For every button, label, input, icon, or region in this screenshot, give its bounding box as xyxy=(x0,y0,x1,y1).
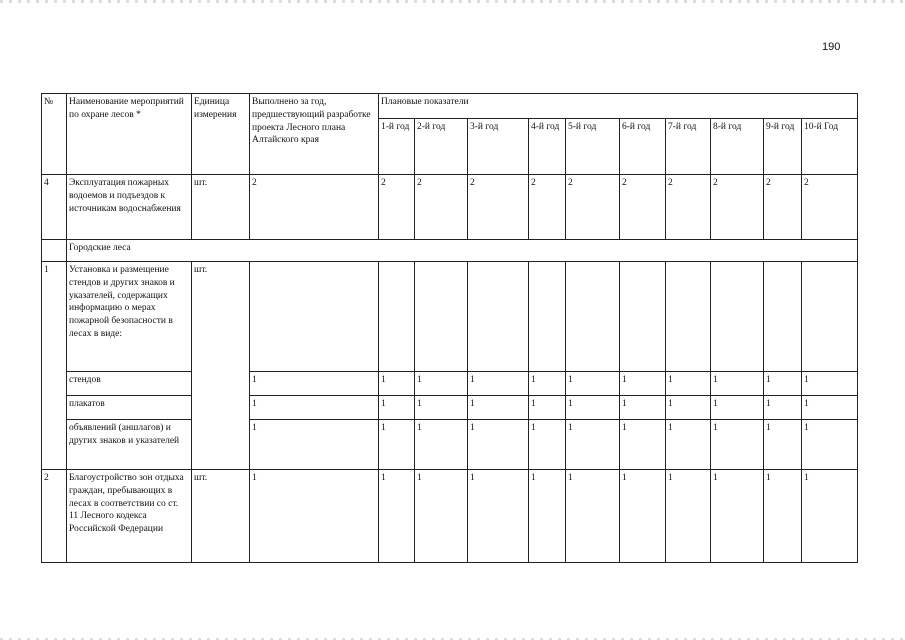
section-number-cell xyxy=(42,240,67,262)
header-year: 4-й год xyxy=(529,119,566,175)
subrow-value: 1 xyxy=(764,420,802,470)
row-value: 2 xyxy=(415,175,468,240)
row-done: 1 xyxy=(250,470,379,563)
header-year: 5-й год xyxy=(566,119,620,175)
page-number: 190 xyxy=(822,41,841,53)
empty-cell xyxy=(468,262,529,372)
subrow-value: 1 xyxy=(379,396,415,420)
subrow-value: 1 xyxy=(620,420,666,470)
subrow-value: 1 xyxy=(468,396,529,420)
row-value: 2 xyxy=(764,175,802,240)
row-value: 2 xyxy=(468,175,529,240)
row-value: 1 xyxy=(468,470,529,563)
subrow-value: 1 xyxy=(711,396,764,420)
empty-cell xyxy=(666,262,711,372)
header-year: 7-й год xyxy=(666,119,711,175)
row-done: 2 xyxy=(250,175,379,240)
row-value: 2 xyxy=(711,175,764,240)
row-value: 1 xyxy=(566,470,620,563)
section-row xyxy=(42,240,858,262)
subrow-value: 1 xyxy=(666,420,711,470)
row-value: 1 xyxy=(529,470,566,563)
row-unit: шт. xyxy=(192,175,250,240)
subrow-name: стендов xyxy=(67,372,192,396)
subrow-value: 1 xyxy=(529,372,566,396)
row-value: 2 xyxy=(666,175,711,240)
subrow-value: 1 xyxy=(666,396,711,420)
row-name: Благоустройство зон отдыха граждан, пребывающих в лесах в соответствии со ст. 11 Лесного кодекса Российской Федерации xyxy=(67,470,192,563)
subrow-value: 1 xyxy=(802,396,858,420)
subrow-value: 1 xyxy=(666,372,711,396)
row-value: 2 xyxy=(566,175,620,240)
table-row xyxy=(42,262,858,372)
subrow-name: плакатов xyxy=(67,396,192,420)
header-number: № xyxy=(42,94,67,175)
section-title: Городские леса xyxy=(67,240,858,262)
row-value: 1 xyxy=(379,470,415,563)
empty-cell xyxy=(250,262,379,372)
row-unit: шт. xyxy=(192,262,250,470)
subrow-value: 1 xyxy=(711,372,764,396)
empty-cell xyxy=(711,262,764,372)
subrow-value: 1 xyxy=(620,372,666,396)
row-value: 2 xyxy=(802,175,858,240)
row-value: 2 xyxy=(379,175,415,240)
table-row xyxy=(42,470,858,563)
row-value: 1 xyxy=(802,470,858,563)
row-value: 1 xyxy=(415,470,468,563)
empty-cell xyxy=(379,262,415,372)
empty-cell xyxy=(415,262,468,372)
subrow-value: 1 xyxy=(529,396,566,420)
row-value: 1 xyxy=(666,470,711,563)
empty-cell xyxy=(620,262,666,372)
scan-artifact-top xyxy=(0,0,905,3)
row-value: 2 xyxy=(620,175,666,240)
table-subrow xyxy=(42,420,858,470)
subrow-done: 1 xyxy=(250,372,379,396)
table-subrow xyxy=(42,372,858,396)
row-number: 2 xyxy=(42,470,67,563)
subrow-done: 1 xyxy=(250,396,379,420)
header-year: 10-й Год xyxy=(802,119,858,175)
subrow-value: 1 xyxy=(566,372,620,396)
row-value: 1 xyxy=(764,470,802,563)
subrow-value: 1 xyxy=(566,420,620,470)
header-year: 8-й год xyxy=(711,119,764,175)
row-name: Установка и размещение стендов и других знаков и указателей, содержащих информацию о мерах пожарной безопасности в лесах в виде: xyxy=(67,262,192,372)
header-row xyxy=(42,94,858,119)
header-unit: Единица измерения xyxy=(192,94,250,175)
subrow-value: 1 xyxy=(468,420,529,470)
row-number: 1 xyxy=(42,262,67,470)
subrow-value: 1 xyxy=(468,372,529,396)
forest-protection-plan-table xyxy=(41,93,858,563)
empty-cell xyxy=(802,262,858,372)
row-unit: шт. xyxy=(192,470,250,563)
header-done: Выполнено за год, предшествующий разработке проекта Лесного плана Алтайского края xyxy=(250,94,379,175)
subrow-done: 1 xyxy=(250,420,379,470)
empty-cell xyxy=(764,262,802,372)
header-year: 3-й год xyxy=(468,119,529,175)
subrow-value: 1 xyxy=(764,396,802,420)
subrow-value: 1 xyxy=(711,420,764,470)
header-year: 9-й год xyxy=(764,119,802,175)
row-name: Эксплуатация пожарных водоемов и подъездов к источникам водоснабжения xyxy=(67,175,192,240)
header-name: Наименование мероприятий по охране лесов * xyxy=(67,94,192,175)
subrow-value: 1 xyxy=(529,420,566,470)
header-planned: Плановые показатели xyxy=(379,94,858,119)
row-number: 4 xyxy=(42,175,67,240)
subrow-name: объявлений (аншлагов) и других знаков и указателей xyxy=(67,420,192,470)
header-year: 1-й год xyxy=(379,119,415,175)
subrow-value: 1 xyxy=(802,420,858,470)
subrow-value: 1 xyxy=(566,396,620,420)
row-value: 1 xyxy=(620,470,666,563)
table-row xyxy=(42,175,858,240)
subrow-value: 1 xyxy=(415,396,468,420)
header-year: 2-й год xyxy=(415,119,468,175)
header-year: 6-й год xyxy=(620,119,666,175)
row-value: 1 xyxy=(711,470,764,563)
empty-cell xyxy=(529,262,566,372)
row-value: 2 xyxy=(529,175,566,240)
subrow-value: 1 xyxy=(415,372,468,396)
subrow-value: 1 xyxy=(415,420,468,470)
subrow-value: 1 xyxy=(379,372,415,396)
table-subrow xyxy=(42,396,858,420)
empty-cell xyxy=(566,262,620,372)
subrow-value: 1 xyxy=(802,372,858,396)
subrow-value: 1 xyxy=(620,396,666,420)
subrow-value: 1 xyxy=(379,420,415,470)
subrow-value: 1 xyxy=(764,372,802,396)
